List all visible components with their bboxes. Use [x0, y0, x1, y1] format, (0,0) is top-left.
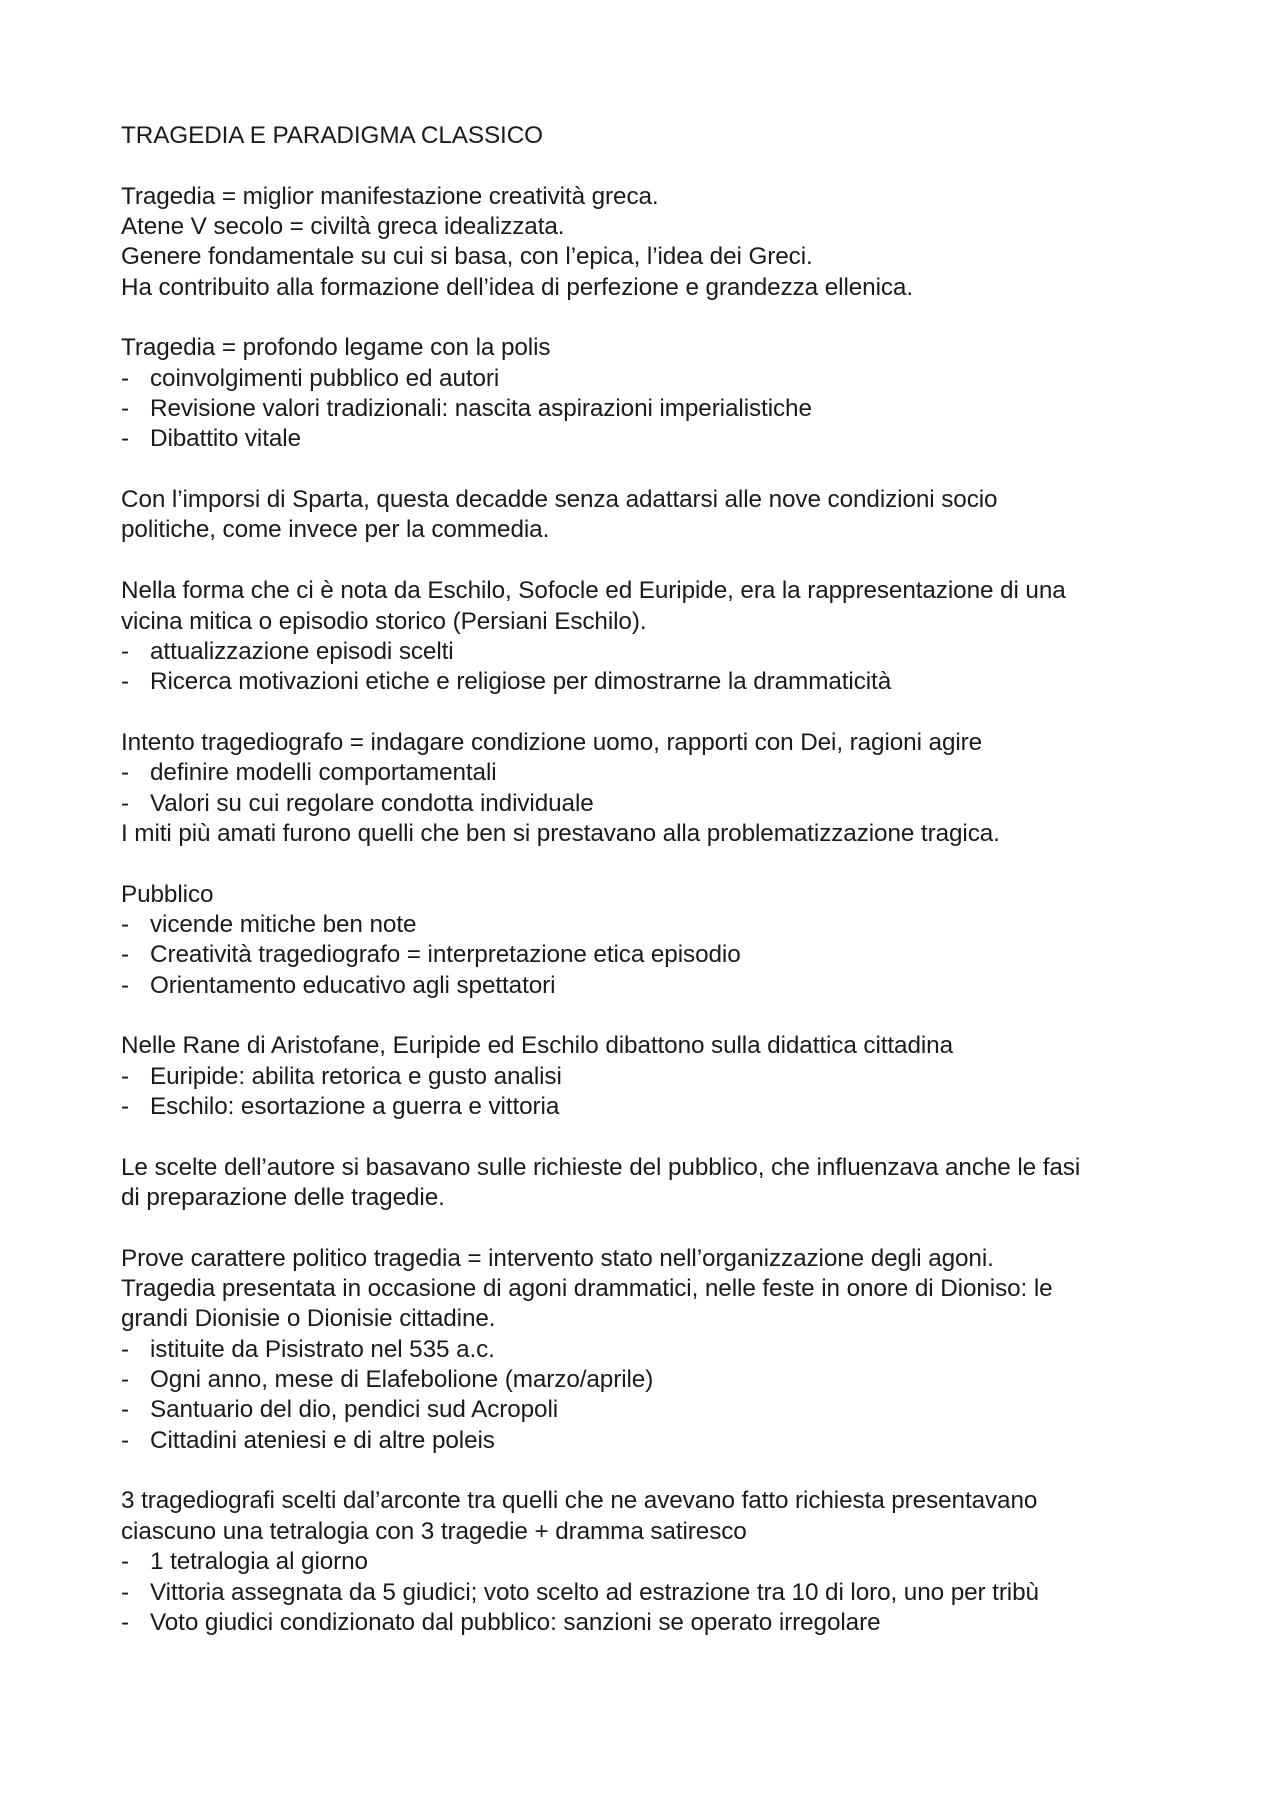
bullet-dash: - — [121, 425, 129, 453]
bullet-dash: - — [121, 789, 129, 817]
bullet-item — [121, 637, 1191, 667]
bullet-dash: - — [121, 668, 129, 696]
paragraph-line: Ha contribuito alla formazione dell’idea di perfezione e grandezza ellenica. — [121, 273, 913, 301]
paragraph-line: Nella forma che ci è nota da Eschilo, Sofocle ed Euripide, era la rappresentazione di una — [121, 577, 1066, 605]
bullet-text: Revisione valori tradizionali: nascita aspirazioni imperialistiche — [150, 395, 812, 423]
bullet-item — [121, 910, 1191, 940]
bullet-text: vicende mitiche ben note — [150, 910, 417, 938]
section-8 — [121, 1153, 1191, 1214]
paragraph-line: vicina mitica o episodio storico (Persiani Eschilo). — [121, 607, 647, 635]
bullet-dash: - — [121, 1578, 129, 1606]
section-4 — [121, 576, 1191, 697]
paragraph-spacer — [121, 849, 1191, 879]
document-body — [121, 121, 1191, 1638]
section-9 — [121, 1244, 1191, 1456]
paragraph-line: Tragedia = profondo legame con la polis — [121, 334, 551, 362]
bullet-item — [121, 1608, 1191, 1638]
bullet-dash: - — [121, 1396, 129, 1424]
paragraph-line: Con l’imporsi di Sparta, questa decadde senza adattarsi alle nove condizioni socio — [121, 486, 998, 514]
bullet-dash: - — [121, 1062, 129, 1090]
bullet-dash: - — [121, 910, 129, 938]
bullet-item — [121, 1092, 1191, 1122]
bullet-text: 1 tetralogia al giorno — [150, 1548, 368, 1576]
paragraph-line: Nelle Rane di Aristofane, Euripide ed Eschilo dibattono sulla didattica cittadina — [121, 1032, 954, 1060]
paragraph-line: Le scelte dell’autore si basavano sulle richieste del pubblico, che influenzava anche le fasi — [121, 1153, 1081, 1181]
section-1 — [121, 182, 1191, 303]
bullet-dash: - — [121, 1608, 129, 1636]
bullet-text: Voto giudici condizionato dal pubblico: sanzioni se operato irregolare — [150, 1608, 881, 1636]
bullet-text: definire modelli comportamentali — [150, 759, 497, 787]
paragraph-spacer — [121, 1456, 1191, 1486]
section-7 — [121, 1031, 1191, 1122]
paragraph-spacer — [121, 1001, 1191, 1031]
bullet-item — [121, 1547, 1191, 1577]
bullet-text: Ricerca motivazioni etiche e religiose per dimostrarne la drammaticità — [150, 668, 892, 696]
paragraph-line: grandi Dionisie o Dionisie cittadine. — [121, 1305, 496, 1333]
bullet-text: istituite da Pisistrato nel 535 a.c. — [150, 1335, 495, 1363]
section-2 — [121, 333, 1191, 454]
bullet-dash: - — [121, 364, 129, 392]
paragraph-spacer — [121, 151, 1191, 181]
bullet-text: Orientamento educativo agli spettatori — [150, 971, 556, 999]
bullet-text: Vittoria assegnata da 5 giudici; voto scelto ad estrazione tra 10 di loro, uno per tribù — [150, 1578, 1039, 1606]
paragraph-line: di preparazione delle tragedie. — [121, 1184, 445, 1212]
bullet-item — [121, 394, 1191, 424]
bullet-item — [121, 971, 1191, 1001]
bullet-text: Valori su cui regolare condotta individuale — [150, 789, 594, 817]
bullet-item — [121, 364, 1191, 394]
paragraph-spacer — [121, 546, 1191, 576]
paragraph-spacer — [121, 303, 1191, 333]
bullet-text: Santuario del dio, pendici sud Acropoli — [150, 1396, 559, 1424]
bullet-text: Creatività tragediografo = interpretazione etica episodio — [150, 941, 741, 969]
section-10 — [121, 1486, 1191, 1638]
bullet-item — [121, 1395, 1191, 1425]
bullet-text: Cittadini ateniesi e di altre poleis — [150, 1426, 495, 1454]
paragraph-spacer — [121, 698, 1191, 728]
bullet-dash: - — [121, 637, 129, 665]
bullet-item — [121, 940, 1191, 970]
document-title: TRAGEDIA E PARADIGMA CLASSICO — [121, 122, 543, 149]
paragraph-line: Tragedia = miglior manifestazione creatività greca. — [121, 182, 659, 210]
paragraph-line: Atene V secolo = civiltà greca idealizzata. — [121, 213, 565, 241]
bullet-item — [121, 758, 1191, 788]
bullet-text: Eschilo: esortazione a guerra e vittoria — [150, 1093, 560, 1120]
section-6 — [121, 880, 1191, 1001]
bullet-dash: - — [121, 759, 129, 787]
bullet-dash: - — [121, 1366, 129, 1394]
bullet-text: Dibattito vitale — [150, 425, 302, 453]
paragraph-line: politiche, come invece per la commedia. — [121, 516, 550, 544]
bullet-item — [121, 789, 1191, 819]
paragraph-line: ciascuno una tetralogia con 3 tragedie + dramma satiresco — [121, 1517, 747, 1545]
paragraph-line: Pubblico — [121, 880, 214, 908]
section-3 — [121, 485, 1191, 546]
paragraph-spacer — [121, 1122, 1191, 1152]
bullet-text: attualizzazione episodi scelti — [150, 637, 454, 665]
bullet-dash: - — [121, 971, 129, 999]
bullet-dash: - — [121, 1548, 129, 1576]
paragraph-line: 3 tragediografi scelti dal’arconte tra quelli che ne avevano fatto richiesta presentavano — [121, 1487, 1038, 1515]
bullet-dash: - — [121, 1335, 129, 1363]
bullet-item — [121, 1578, 1191, 1608]
bullet-item — [121, 667, 1191, 697]
bullet-item — [121, 1335, 1191, 1365]
paragraph-line: Genere fondamentale su cui si basa, con l’epica, l’idea dei Greci. — [121, 243, 813, 271]
bullet-item — [121, 424, 1191, 454]
bullet-item — [121, 1365, 1191, 1395]
bullet-dash: - — [121, 395, 129, 423]
bullet-dash: - — [121, 1093, 129, 1120]
bullet-dash: - — [121, 1426, 129, 1454]
paragraph-line: Tragedia presentata in occasione di agoni drammatici, nelle feste in onore di Dioniso: le — [121, 1275, 1053, 1303]
paragraph-line: Intento tragediografo = indagare condizione uomo, rapporti con Dei, ragioni agire — [121, 728, 983, 756]
paragraph-line: I miti più amati furono quelli che ben si prestavano alla problematizzazione tragica. — [121, 819, 1000, 847]
bullet-text: Euripide: abilita retorica e gusto analisi — [150, 1062, 562, 1090]
bullet-item — [121, 1426, 1191, 1456]
bullet-dash: - — [121, 941, 129, 969]
bullet-text: coinvolgimenti pubblico ed autori — [150, 364, 500, 392]
paragraph-spacer — [121, 1213, 1191, 1243]
paragraph-line: Prove carattere politico tragedia = intervento stato nell’organizzazione degli agoni. — [121, 1244, 994, 1272]
bullet-item — [121, 1062, 1191, 1092]
paragraph-spacer — [121, 455, 1191, 485]
bullet-text: Ogni anno, mese di Elafebolione (marzo/aprile) — [150, 1366, 654, 1394]
section-5 — [121, 728, 1191, 849]
